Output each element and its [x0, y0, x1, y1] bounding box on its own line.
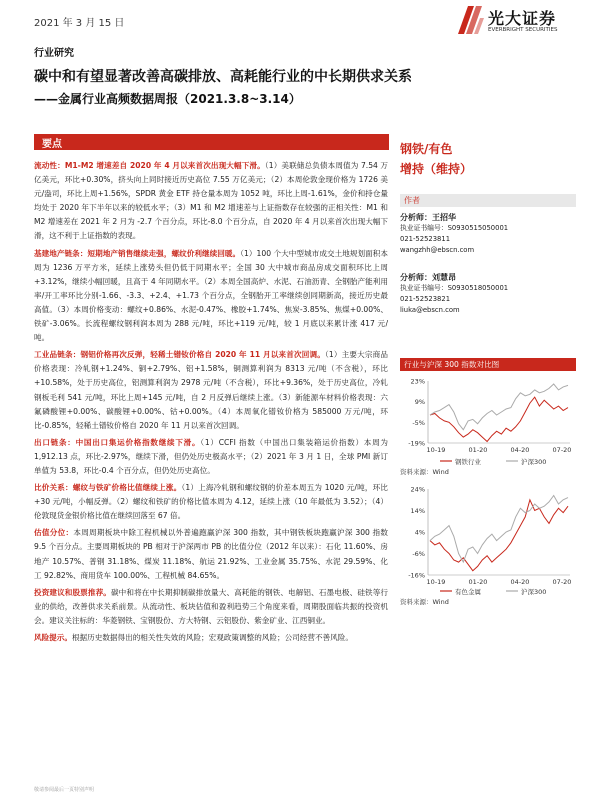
report-title: 碳中和有望显著改善高碳排放、高耗能行业的中长期供求关系 — [34, 69, 412, 85]
paragraph-infrastructure — [34, 247, 388, 346]
paragraph-text: （1）上海冷轧钢和螺纹钢的价差本周五为 1020 元/吨，环比+30 元/吨，小幅反弹。（2）螺纹和铁矿的价格比值本周为 4.12，延续上涨（10 年最低为 3.52）；（4）伦敦现货金银价格比值在继续回落至 67 倍。 — [34, 483, 388, 521]
x-tick-label: 10-19 — [426, 578, 446, 586]
series-line — [430, 397, 568, 441]
legend-label: 沪深300 — [521, 458, 547, 466]
author-heading: 作者 — [404, 196, 420, 205]
analyst-email[interactable]: wangzhh@ebscn.com — [400, 246, 475, 254]
author-bar — [400, 194, 576, 207]
logo-text-en: EVERBRIGHT SECURITIES — [488, 27, 558, 33]
y-tick-label: 24% — [410, 485, 425, 494]
brand-logo — [458, 6, 573, 42]
logo-mark-icon — [458, 6, 484, 34]
paragraph-lead: 基建地产链条：短期地产销售继续走强，螺纹价利继续回暖。 — [34, 248, 241, 258]
paragraph-lead: 出口链条：中国出口集运价格指数继续下滑。 — [34, 437, 201, 447]
paragraph-text: （1）100 个大中型城市成交土地规划面积本周为 1236 万平方米，延续上涨势头但仍低于同期水平；全国 30 大中城市商品房成交面积环比上周+3.12%，继续小幅回暖，且高于 4 年同期水平。（2）本周全国高炉、水泥、石油沥青、全钢胎产能利用率/开工率环比分别-1.66、-3.3、+2.4、+1.73 个百分点，全钢胎开工率继续创同期新高，接近历史最高值。（3）本周价格变动：螺纹+0.86%、水泥-0.47%、橡胶+1.74%、焦炭-3.85%、焦煤+0.00%、铁矿-3.06%。长流程螺纹钢利润本周为 288 元/吨，环比+119 元/吨，较 1 月底以来累计涨 417 元/吨。 — [34, 248, 389, 343]
keypoints-body — [34, 159, 388, 648]
x-tick-label: 10-19 — [426, 446, 446, 454]
chart-source: 资料来源：Wind — [400, 598, 449, 606]
paragraph-text: 碳中和将在中长期抑制碳排放量大、高耗能的钢铁、电解铝、石墨电极、硅铁等行业的供给，改善供求关系前景。从流动性、板块估值和盈利趋势三个角度来看，周期股面临共振的投资机会。建议关注标的：华菱钢铁、宝钢股份、方大特钢、云铝股份、紫金矿业、江西铜业。 — [34, 587, 389, 625]
rating-label: 增持（维持） — [400, 162, 473, 176]
logo-text-cn: 光大证券 — [488, 9, 557, 28]
y-tick-label: -5% — [412, 418, 425, 427]
paragraph-text: （1）CCFI 指数（中国出口集装箱运价指数）本周为 1,912.13 点，环比-2.97%，继续下滑，但仍处历史极高水平；（2）2021 年 3 月 1 日，全球 PMI 新订单值为 53.8，环比-0.4 个百分点，但仍处历史高位。 — [34, 437, 389, 475]
report-subtitle: ——金属行业高频数据周报（2021.3.8~3.14） — [34, 92, 301, 106]
paragraph-recommendation — [34, 586, 388, 628]
keypoints-bar — [34, 134, 389, 150]
y-tick-label: -16% — [408, 571, 425, 580]
x-tick-label: 04-20 — [510, 578, 530, 586]
paragraph-lead: 比价关系：螺纹与铁矿价格比值继续上涨。 — [34, 483, 182, 493]
report-category: 行业研究 — [34, 48, 74, 59]
paragraph-liquidity — [34, 159, 388, 244]
analyst-name: 分析师：刘慧昂 — [400, 273, 456, 282]
keypoints-heading: 要点 — [42, 139, 62, 150]
paragraph-export — [34, 436, 388, 478]
analyst-cert: 执业证书编号：S0930518050001 — [400, 284, 509, 292]
paragraph-lead: 风险提示。 — [34, 633, 72, 642]
y-tick-label: 23% — [410, 377, 425, 386]
paragraph-lead: 流动性：M1-M2 增速差自 2020 年 4 月以来首次出现大幅下滑。 — [34, 161, 265, 170]
paragraph-lead: 工业品链条：钢铝价格再次反弹，轻稀土镨钕价格自 2020 年 11 月以来首次回调。 — [34, 350, 325, 360]
analyst-card — [400, 272, 508, 316]
y-tick-label: -6% — [412, 550, 425, 558]
nonferrous-vs-hs300-chart — [400, 483, 576, 595]
paragraph-text: （1）美联储总负债本周值为 7.54 万亿美元，环比+0.30%，挤头向上同时接近历史高位 7.55 万亿美元；（2）本周伦敦金现价格为 1726 美元/盎司，环比上周+1.56%，SPDR 黄金 ETF 持仓量本周为 1052 吨，环比上周-1.61%，金价和持仓量均处于 2020 年下半年以来的较低水平；（3）M1 和 M2 增速差与上证指数存在较强的正相关性：M1 和 M2 增速差在 2021 年 2 月为 -2.7 个百分点，环比-8.0 个百分点，自 2020 年 4 月以来首次出现大幅下滑，这不利于上证指数的表现。 — [34, 161, 389, 241]
paragraph-valuation — [34, 526, 388, 582]
analyst-phone: 021-52523811 — [400, 235, 451, 243]
paragraph-risk — [34, 631, 388, 645]
paragraph-text: 根据历史数据得出的相关性失效的风险；宏观政策调整的风险；公司经营不善风险。 — [71, 633, 353, 642]
sector-label: 钢铁/有色 — [400, 142, 453, 156]
paragraph-text: （1）主要大宗商品价格表现：冷轧钢+1.24%、铜+2.79%、铝+1.58%，铜测算利润为 8313 元/吨（不含税），环比+10.58%，处于历史高位，铝测算利润为 2978 元/吨（不含税），环比+9.36%，处于历史高位，冷轧钢板毛利 541 元/吨，环比上周+145 元/吨，自 2 月反弹后继续上涨。（3）新能源车材料价格表现：六氟磷酸锂+0.00%、碳酸锂+0.00%、钴+0.00%。（4）本周氧化镨钕价格为 585000 万元/吨，环比-0.85%，轻稀土镨钕价格自 2020 年 11 月以来首次回调。 — [34, 350, 388, 430]
paragraph-lead: 投资建议和股票推荐。 — [34, 587, 111, 597]
y-tick-label: 4% — [414, 528, 425, 537]
analyst-card — [400, 212, 508, 256]
analyst-phone: 021-52523821 — [400, 295, 451, 303]
paragraph-industrial — [34, 348, 388, 433]
legend-label: 钢铁行业 — [455, 458, 481, 466]
report-date: 2021 年 3 月 15 日 — [34, 18, 125, 29]
x-tick-label: 07-20 — [552, 446, 572, 454]
analyst-name: 分析师：王招华 — [400, 213, 456, 222]
series-line — [430, 496, 568, 563]
chart-source: 资料来源：Wind — [400, 468, 449, 476]
analyst-cert: 执业证书编号：S0930515050001 — [400, 224, 509, 232]
series-line — [430, 500, 568, 571]
series-line — [430, 384, 568, 430]
x-tick-label: 01-20 — [468, 578, 488, 586]
x-tick-label: 07-20 — [552, 578, 572, 586]
x-tick-label: 04-20 — [510, 446, 530, 454]
steel-vs-hs300-chart — [400, 375, 576, 467]
legend-label: 有色金属 — [455, 588, 481, 595]
legend-label: 沪深300 — [521, 588, 547, 595]
disclaimer: 敬请参阅最后一页特别声明 — [34, 787, 95, 793]
paragraph-price-ratio — [34, 481, 388, 523]
chart-title: 行业与沪深 300 指数对比图 — [404, 360, 500, 369]
paragraph-text: 本周周期板块中除工程机械以外普遍跑赢沪深 300 指数，其中钢铁板块跑赢沪深 300 指数 9.5 个百分点。主要周期板块的 PB 相对于沪深两市 PB 的比值分位（2012 年以来）：石化 11.60%、房地产 10.57%、普钢 31.18%、煤炭 11.18%、航运 21.92%、工业金属 35.75%、水泥 29.59%、化工 92.82%、商用货车 100.00%、工程机械 84.65%。 — [34, 528, 389, 580]
y-tick-label: 9% — [414, 398, 425, 407]
paragraph-lead: 估值分位： — [34, 528, 74, 538]
y-tick-label: 14% — [410, 507, 425, 515]
analyst-email[interactable]: liuka@ebscn.com — [400, 306, 460, 314]
y-tick-label: -19% — [408, 439, 425, 448]
x-tick-label: 01-20 — [468, 446, 488, 454]
